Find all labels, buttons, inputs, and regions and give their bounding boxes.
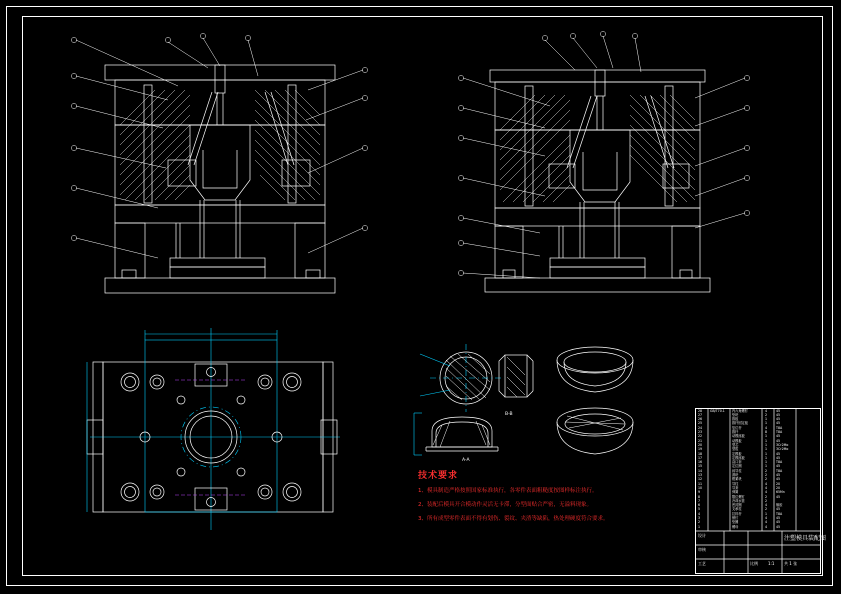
bom-cell-material: T8A bbox=[776, 511, 783, 516]
bom-cell-name: 楔紧块 bbox=[732, 477, 742, 482]
bom-cell-name: 推板 bbox=[732, 417, 739, 422]
tech-requirements-line-2: 2、装配后模具开合模动作灵活无卡滞，分型面贴合严密，无溢料现象。 bbox=[418, 502, 593, 508]
bom-cell-qty: 4 bbox=[765, 481, 768, 486]
bom-cell-material: 65Mn bbox=[776, 490, 785, 495]
title-block-field-scale-value: 1:1 bbox=[768, 561, 775, 566]
bom-cell-no: 3 bbox=[698, 516, 701, 520]
bom-cell-name: 复位杆 bbox=[732, 425, 742, 430]
bom-cell-no: 18 bbox=[698, 451, 703, 456]
bom-cell-name: 导套 bbox=[732, 485, 739, 490]
bom-cell-qty: 2 bbox=[765, 494, 768, 499]
bom-cell-material: 45 bbox=[776, 451, 781, 456]
section-label-aa: A-A bbox=[462, 458, 470, 463]
bom-cell-material: 45 bbox=[776, 421, 781, 426]
part-section-aa bbox=[410, 405, 520, 465]
bom-cell-no: 12 bbox=[698, 477, 703, 482]
bom-cell-qty: 4 bbox=[765, 503, 768, 508]
bom-cell-qty: 1 bbox=[765, 447, 768, 452]
bom-cell-no: 17 bbox=[698, 455, 703, 460]
bom-cell-qty: 1 bbox=[765, 417, 768, 422]
bom-cell-name: 支承柱 bbox=[732, 507, 742, 512]
bom-cell-material: 3Cr2Mo bbox=[776, 442, 789, 447]
bom-cell-material: 45 bbox=[776, 464, 781, 469]
bom-cell-name: 型芯 bbox=[732, 442, 739, 447]
bom-cell-no: 11 bbox=[698, 481, 703, 486]
title-block-sheet-count: 共 1 张 bbox=[784, 561, 798, 566]
bom-cell-no: 4 bbox=[698, 511, 701, 516]
bom-cell-name: 动模座板 bbox=[732, 434, 745, 439]
bom-cell-no: 24 bbox=[698, 425, 703, 430]
bom-cell-qty: 8 bbox=[765, 430, 768, 434]
bom-cell-qty: 1 bbox=[765, 451, 768, 456]
bom-cell-no: 14 bbox=[698, 468, 703, 473]
bom-cell-material: 45 bbox=[776, 520, 781, 525]
bom-cell-name: 型腔 bbox=[732, 447, 739, 452]
bom-cell-no: 23 bbox=[698, 430, 703, 434]
bom-cell-material: 45 bbox=[776, 507, 781, 512]
bom-cell-material: T8A bbox=[776, 425, 783, 430]
bom-cell-no: 27 bbox=[698, 412, 703, 417]
bom-cell-name: 冷却水管 bbox=[732, 498, 745, 503]
bom-cell-no: 2 bbox=[698, 520, 701, 525]
bom-cell-name: 动模板 bbox=[732, 438, 742, 443]
bom-cell-material: 3Cr2Mo bbox=[776, 447, 789, 452]
bom-cell-name: 垫圈 bbox=[732, 520, 739, 525]
bom-cell-qty: 1 bbox=[765, 455, 768, 460]
bom-cell-material: 45 bbox=[776, 412, 781, 417]
bom-cell-material: 45 bbox=[776, 516, 781, 520]
bom-cell-qty: 2 bbox=[765, 507, 768, 512]
bom-cell-name: 定模板 bbox=[732, 451, 742, 456]
bom-cell-material: 20 bbox=[776, 481, 781, 486]
bom-cell-material: 45 bbox=[776, 455, 781, 460]
tech-requirements-title: 技术要求 bbox=[418, 471, 459, 481]
title-block-field-scale-label: 比例 bbox=[750, 561, 758, 566]
bom-cell-no: 22 bbox=[698, 434, 703, 439]
tech-requirements-line-3: 3、所有成型零件表面不得有划伤、裂纹、夹渣等缺陷，热处理硬度符合要求。 bbox=[418, 516, 609, 522]
bom-cell-name: 滑块 bbox=[732, 473, 739, 477]
bom-cell-name: 推杆固定板 bbox=[732, 421, 748, 426]
bom-cell-material: 45 bbox=[776, 477, 781, 482]
title-block-field-review: 审核 bbox=[698, 547, 706, 552]
bom-cell-name: 销钉 bbox=[732, 516, 739, 520]
bom-cell-qty: 4 bbox=[765, 425, 768, 430]
bom-cell-no: 16 bbox=[698, 460, 703, 465]
bom-cell-material: T8A bbox=[776, 430, 783, 434]
tech-requirements-block bbox=[418, 468, 668, 523]
title-block-field-design: 设计 bbox=[698, 533, 706, 538]
bill-of-materials bbox=[695, 408, 827, 574]
tech-requirements-line-1: 1、模具制造严格按照国家标准执行，各零件表面粗糙度按图样标注执行。 bbox=[418, 488, 598, 494]
bom-cell-qty: 1 bbox=[765, 421, 768, 426]
bom-cell-name: 拉料杆 bbox=[732, 511, 742, 516]
bom-cell-qty: 4 bbox=[765, 409, 768, 413]
bom-cell-name: 密封圈 bbox=[732, 503, 742, 508]
section-label-bb: B-B bbox=[505, 412, 513, 417]
bom-cell-no: 19 bbox=[698, 447, 703, 452]
bom-cell-qty: 2 bbox=[765, 412, 768, 417]
bom-cell-name: 螺母 bbox=[732, 524, 739, 529]
bom-cell-no: 28 bbox=[698, 409, 703, 413]
bom-rows bbox=[696, 409, 820, 531]
bom-cell-qty: 4 bbox=[765, 524, 768, 529]
bom-cell-name: 浇口套 bbox=[732, 460, 742, 465]
bom-cell-no: 10 bbox=[698, 485, 703, 490]
bom-cell-qty: 1 bbox=[765, 464, 768, 469]
bom-cell-material: 45 bbox=[776, 524, 781, 529]
bom-cell-qty: 1 bbox=[765, 438, 768, 443]
title-block-field-process: 工艺 bbox=[698, 561, 706, 566]
bom-cell-material: 45 bbox=[776, 434, 781, 439]
bom-cell-material: 20 bbox=[776, 485, 781, 490]
bom-cell-qty: 2 bbox=[765, 468, 768, 473]
bom-cell-material: T8A bbox=[776, 460, 783, 465]
bom-cell-material: 45 bbox=[776, 417, 781, 422]
balloon-leaders-right-view bbox=[445, 28, 775, 298]
bom-cell-material: 45 bbox=[776, 473, 781, 477]
bom-cell-qty: 2 bbox=[765, 473, 768, 477]
bom-cell-name: 定位圈 bbox=[732, 464, 742, 469]
bom-cell-no: 15 bbox=[698, 464, 703, 469]
bom-cell-no: 13 bbox=[698, 473, 703, 477]
bom-cell-qty: 4 bbox=[765, 516, 768, 520]
bom-cell-qty: 4 bbox=[765, 485, 768, 490]
bom-cell-no: 26 bbox=[698, 417, 703, 422]
bom-cell-no: 7 bbox=[698, 498, 701, 503]
bom-cell-no: 25 bbox=[698, 421, 703, 426]
bom-cell-name: 弹簧 bbox=[732, 490, 739, 495]
bom-cell-qty: 1 bbox=[765, 442, 768, 447]
bom-cell-material: 橡胶 bbox=[776, 503, 783, 508]
bom-cell-no: 8 bbox=[698, 494, 701, 499]
bom-cell-no: 1 bbox=[698, 524, 701, 529]
bom-cell-name: 推杆 bbox=[732, 430, 739, 434]
bom-cell-material: 45 bbox=[776, 438, 781, 443]
bom-cell-qty: 2 bbox=[765, 498, 768, 503]
bom-cell-material: T8A bbox=[776, 468, 783, 473]
bom-cell-name: 垫块 bbox=[732, 412, 739, 417]
bom-cell-name: 斜导柱 bbox=[732, 468, 742, 473]
bom-cell-qty: 4 bbox=[765, 490, 768, 495]
bom-cell-qty: 2 bbox=[765, 477, 768, 482]
plan-view-bottom-left bbox=[85, 320, 355, 555]
balloon-leaders-left-view bbox=[58, 28, 388, 298]
bom-cell-qty: 4 bbox=[765, 520, 768, 525]
bom-cell-material: 45 bbox=[776, 494, 781, 499]
part-pictorial-lower bbox=[545, 398, 645, 468]
bom-cell-qty: 1 bbox=[765, 434, 768, 439]
bom-cell-material: 45 bbox=[776, 409, 781, 413]
bom-cell-name: 定模座板 bbox=[732, 455, 745, 460]
bom-cell-no: 20 bbox=[698, 442, 703, 447]
bom-cell-no: 21 bbox=[698, 438, 703, 443]
bom-cell-no: 6 bbox=[698, 503, 701, 508]
bom-cell-code: GB/T70.1 bbox=[710, 409, 725, 413]
bom-cell-name: 内六角螺钉 bbox=[732, 409, 748, 413]
bom-cell-name: 限位螺钉 bbox=[732, 494, 745, 499]
bom-cell-no: 9 bbox=[698, 490, 701, 495]
bom-cell-name: 导柱 bbox=[732, 481, 739, 486]
bom-cell-qty: 1 bbox=[765, 460, 768, 465]
bom-cell-no: 5 bbox=[698, 507, 701, 512]
bom-cell-qty: 1 bbox=[765, 511, 768, 516]
title-block-drawing-name: 注塑模具装配图 bbox=[784, 535, 827, 542]
